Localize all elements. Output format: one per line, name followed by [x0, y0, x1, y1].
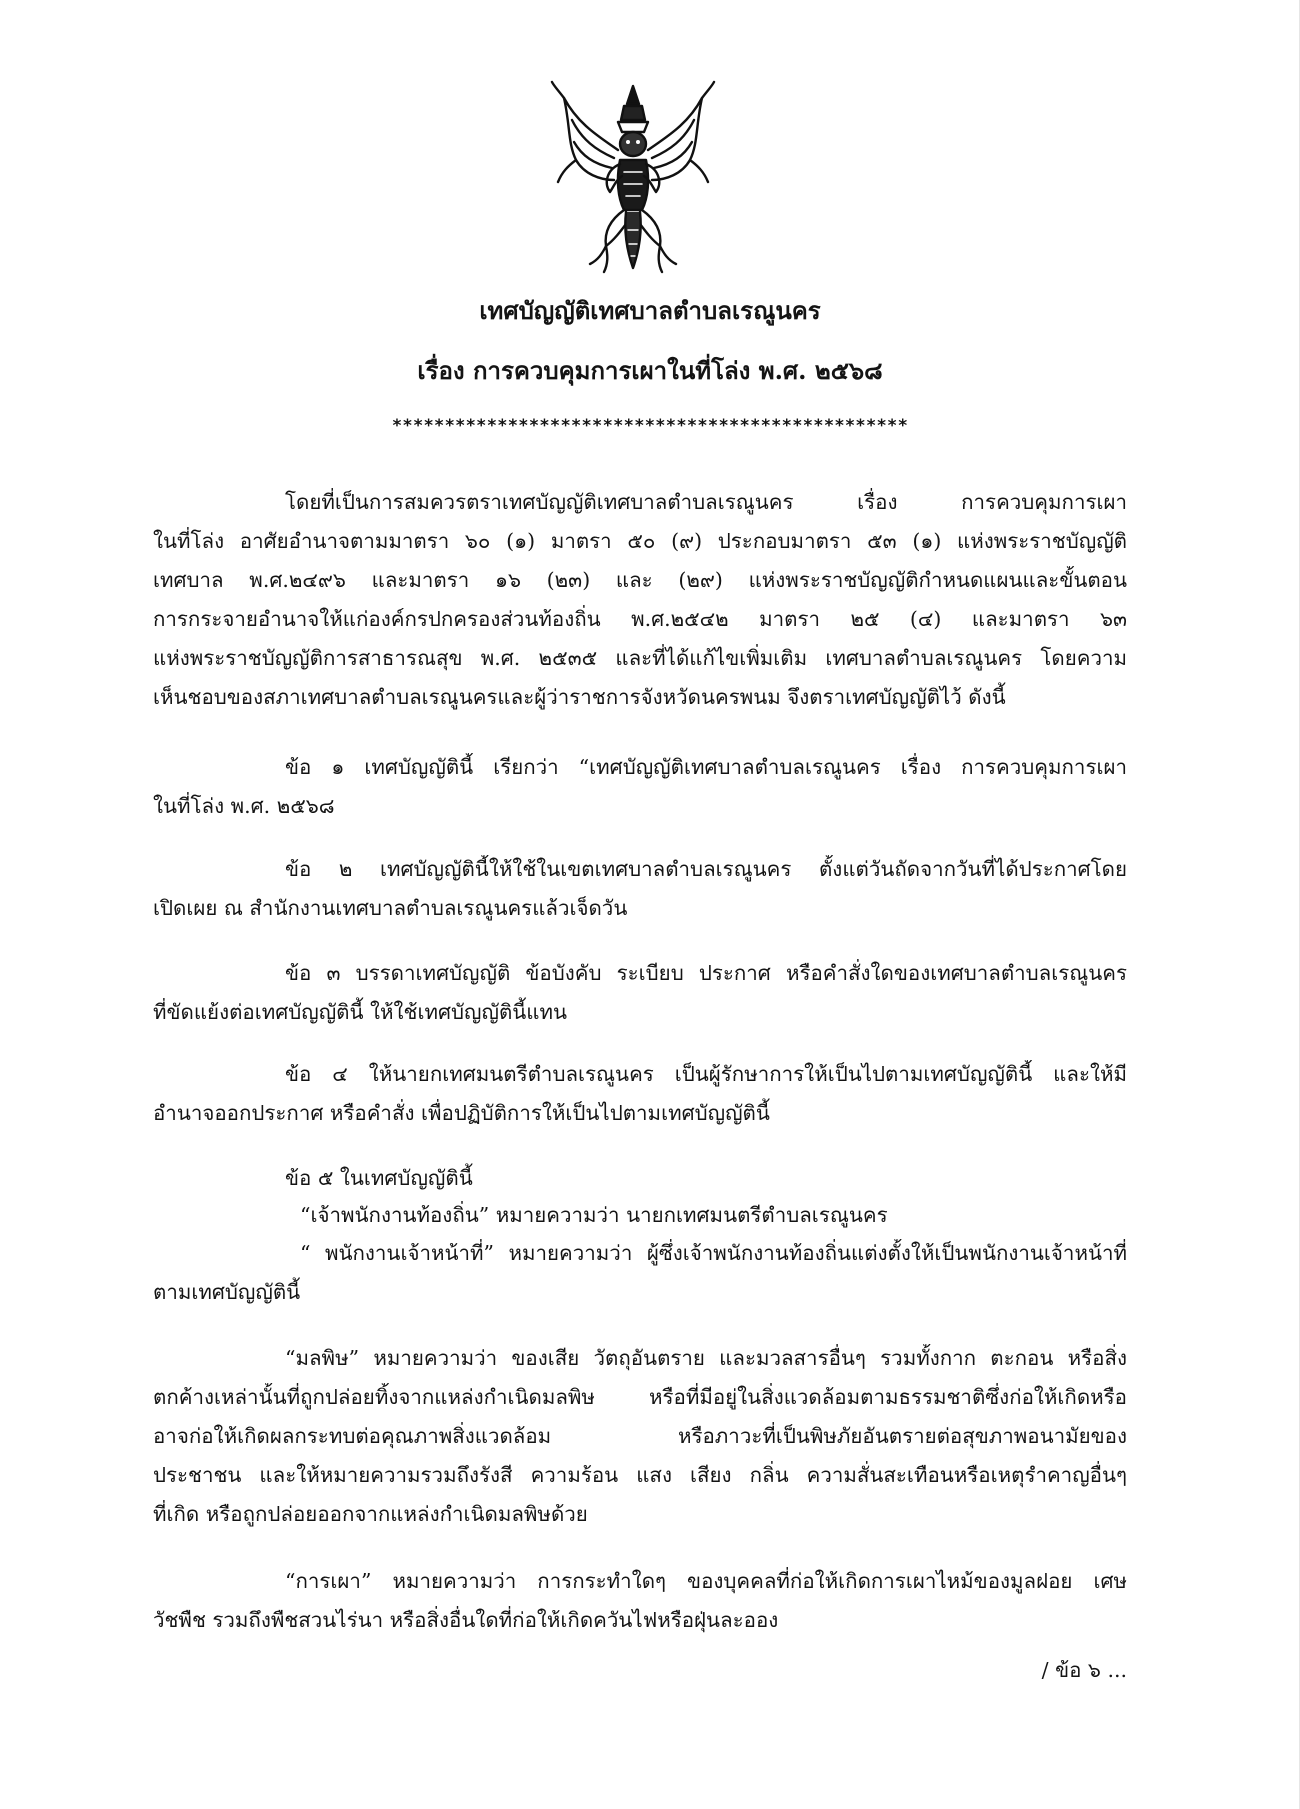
definition-line: อาจก่อให้เกิดผลกระทบต่อคุณภาพสิ่งแวดล้อม หรือภาวะที่เป็นพิษภัยอันตรายต่อสุขภาพอนามัยของ	[153, 1424, 1127, 1448]
clause-2-line: ข้อ ๒ เทศบัญญัตินี้ให้ใช้ในเขตเทศบาลตำบลเรณูนคร ตั้งแต่วันถัดจากวันที่ได้ประกาศโดย	[285, 857, 1127, 881]
definition-line: “การเผา” หมายความว่า การกระทำใดๆ ของบุคคลที่ก่อให้เกิดการเผาไหม้ของมูลฝอย เศษ	[285, 1569, 1127, 1593]
definition-line: ตกค้างเหล่านั้นที่ถูกปล่อยทิ้งจากแหล่งกำเนิดมลพิษ หรือที่มีอยู่ในสิ่งแวดล้อมตามธรรมชาติซึ่งก่อให้เกิดหรือ	[153, 1385, 1127, 1409]
definition-line: ตามเทศบัญญัตินี้	[153, 1280, 301, 1304]
document-subject: เรื่อง การควบคุมการเผาในที่โล่ง พ.ศ. ๒๕๖๘	[417, 356, 883, 385]
preamble-line: แห่งพระราชบัญญัติการสาธารณสุข พ.ศ. ๒๕๓๕ และที่ได้แก้ไขเพิ่มเติม เทศบาลตำบลเรณูนคร โดยความ	[153, 646, 1127, 670]
preamble-line: เห็นชอบของสภาเทศบาลตำบลเรณูนครและผู้ว่าราชการจังหวัดนครพนม จึงตราเทศบัญญัติไว้ ดังนี้	[153, 685, 1006, 709]
definition-line: “มลพิษ” หมายความว่า ของเสีย วัตถุอันตราย และมวลสารอื่นๆ รวมทั้งกาก ตะกอน หรือสิ่ง	[285, 1346, 1127, 1370]
preamble-line: โดยที่เป็นการสมควรตราเทศบัญญัติเทศบาลตำบลเรณูนคร เรื่อง การควบคุมการเผา	[285, 490, 1127, 514]
clause-5-line: ข้อ ๕ ในเทศบัญญัตินี้	[285, 1166, 473, 1190]
clause-1-line: ข้อ ๑ เทศบัญญัตินี้ เรียกว่า “เทศบัญญัติเทศบาลตำบลเรณูนคร เรื่อง การควบคุมการเผา	[285, 755, 1127, 779]
clause-4-line: อำนาจออกประกาศ หรือคำสั่ง เพื่อปฏิบัติการให้เป็นไปตามเทศบัญญัตินี้	[153, 1101, 770, 1125]
clause-2-line: เปิดเผย ณ สำนักงานเทศบาลตำบลเรณูนครแล้วเจ็ดวัน	[153, 896, 628, 920]
preamble-line: การกระจายอำนาจให้แก่องค์กรปกครองส่วนท้องถิ่น พ.ศ.๒๕๔๒ มาตรา ๒๕ (๔) และมาตรา ๖๓	[153, 607, 1127, 631]
clause-3-line: ข้อ ๓ บรรดาเทศบัญญัติ ข้อบังคับ ระเบียบ ประกาศ หรือคำสั่งใดของเทศบาลตำบลเรณูนคร	[285, 961, 1127, 985]
page-continuation: / ข้อ ๖ ...	[1041, 1658, 1127, 1682]
clause-1-line: ในที่โล่ง พ.ศ. ๒๕๖๘	[153, 794, 335, 818]
separator: *************************************************	[391, 416, 909, 436]
clause-4-line: ข้อ ๔ ให้นายกเทศมนตรีตำบลเรณูนคร เป็นผู้รักษาการให้เป็นไปตามเทศบัญญัตินี้ และให้มี	[285, 1062, 1127, 1086]
definition-line: “เจ้าพนักงานท้องถิ่น” หมายความว่า นายกเทศมนตรีตำบลเรณูนคร	[300, 1203, 888, 1227]
garuda-emblem-icon	[548, 80, 718, 280]
preamble-line: ในที่โล่ง อาศัยอำนาจตามมาตรา ๖๐ (๑) มาตรา ๕๐ (๙) ประกอบมาตรา ๕๓ (๑) แห่งพระราชบัญญัติ	[153, 529, 1127, 553]
definition-line: “ พนักงานเจ้าหน้าที่” หมายความว่า ผู้ซึ่งเจ้าพนักงานท้องถิ่นแต่งตั้งให้เป็นพนักงานเจ้าหน้าที่	[300, 1241, 1127, 1265]
definition-line: ประชาชน และให้หมายความรวมถึงรังสี ความร้อน แสง เสียง กลิ่น ความสั่นสะเทือนหรือเหตุรำคาญอื่นๆ	[153, 1463, 1127, 1487]
definition-line: วัชพืช รวมถึงพืชสวนไร่นา หรือสิ่งอื่นใดที่ก่อให้เกิดควันไฟหรือฝุ่นละออง	[153, 1608, 779, 1632]
document-title: เทศบัญญัติเทศบาลตำบลเรณูนคร	[479, 296, 821, 325]
clause-3-line: ที่ขัดแย้งต่อเทศบัญญัตินี้ ให้ใช้เทศบัญญัตินี้แทน	[153, 1000, 568, 1024]
preamble-line: เทศบาล พ.ศ.๒๔๙๖ และมาตรา ๑๖ (๒๓) และ (๒๙) แห่งพระราชบัญญัติกำหนดแผนและขั้นตอน	[153, 568, 1127, 592]
definition-line: ที่เกิด หรือถูกปล่อยออกจากแหล่งกำเนิดมลพิษด้วย	[153, 1502, 588, 1526]
